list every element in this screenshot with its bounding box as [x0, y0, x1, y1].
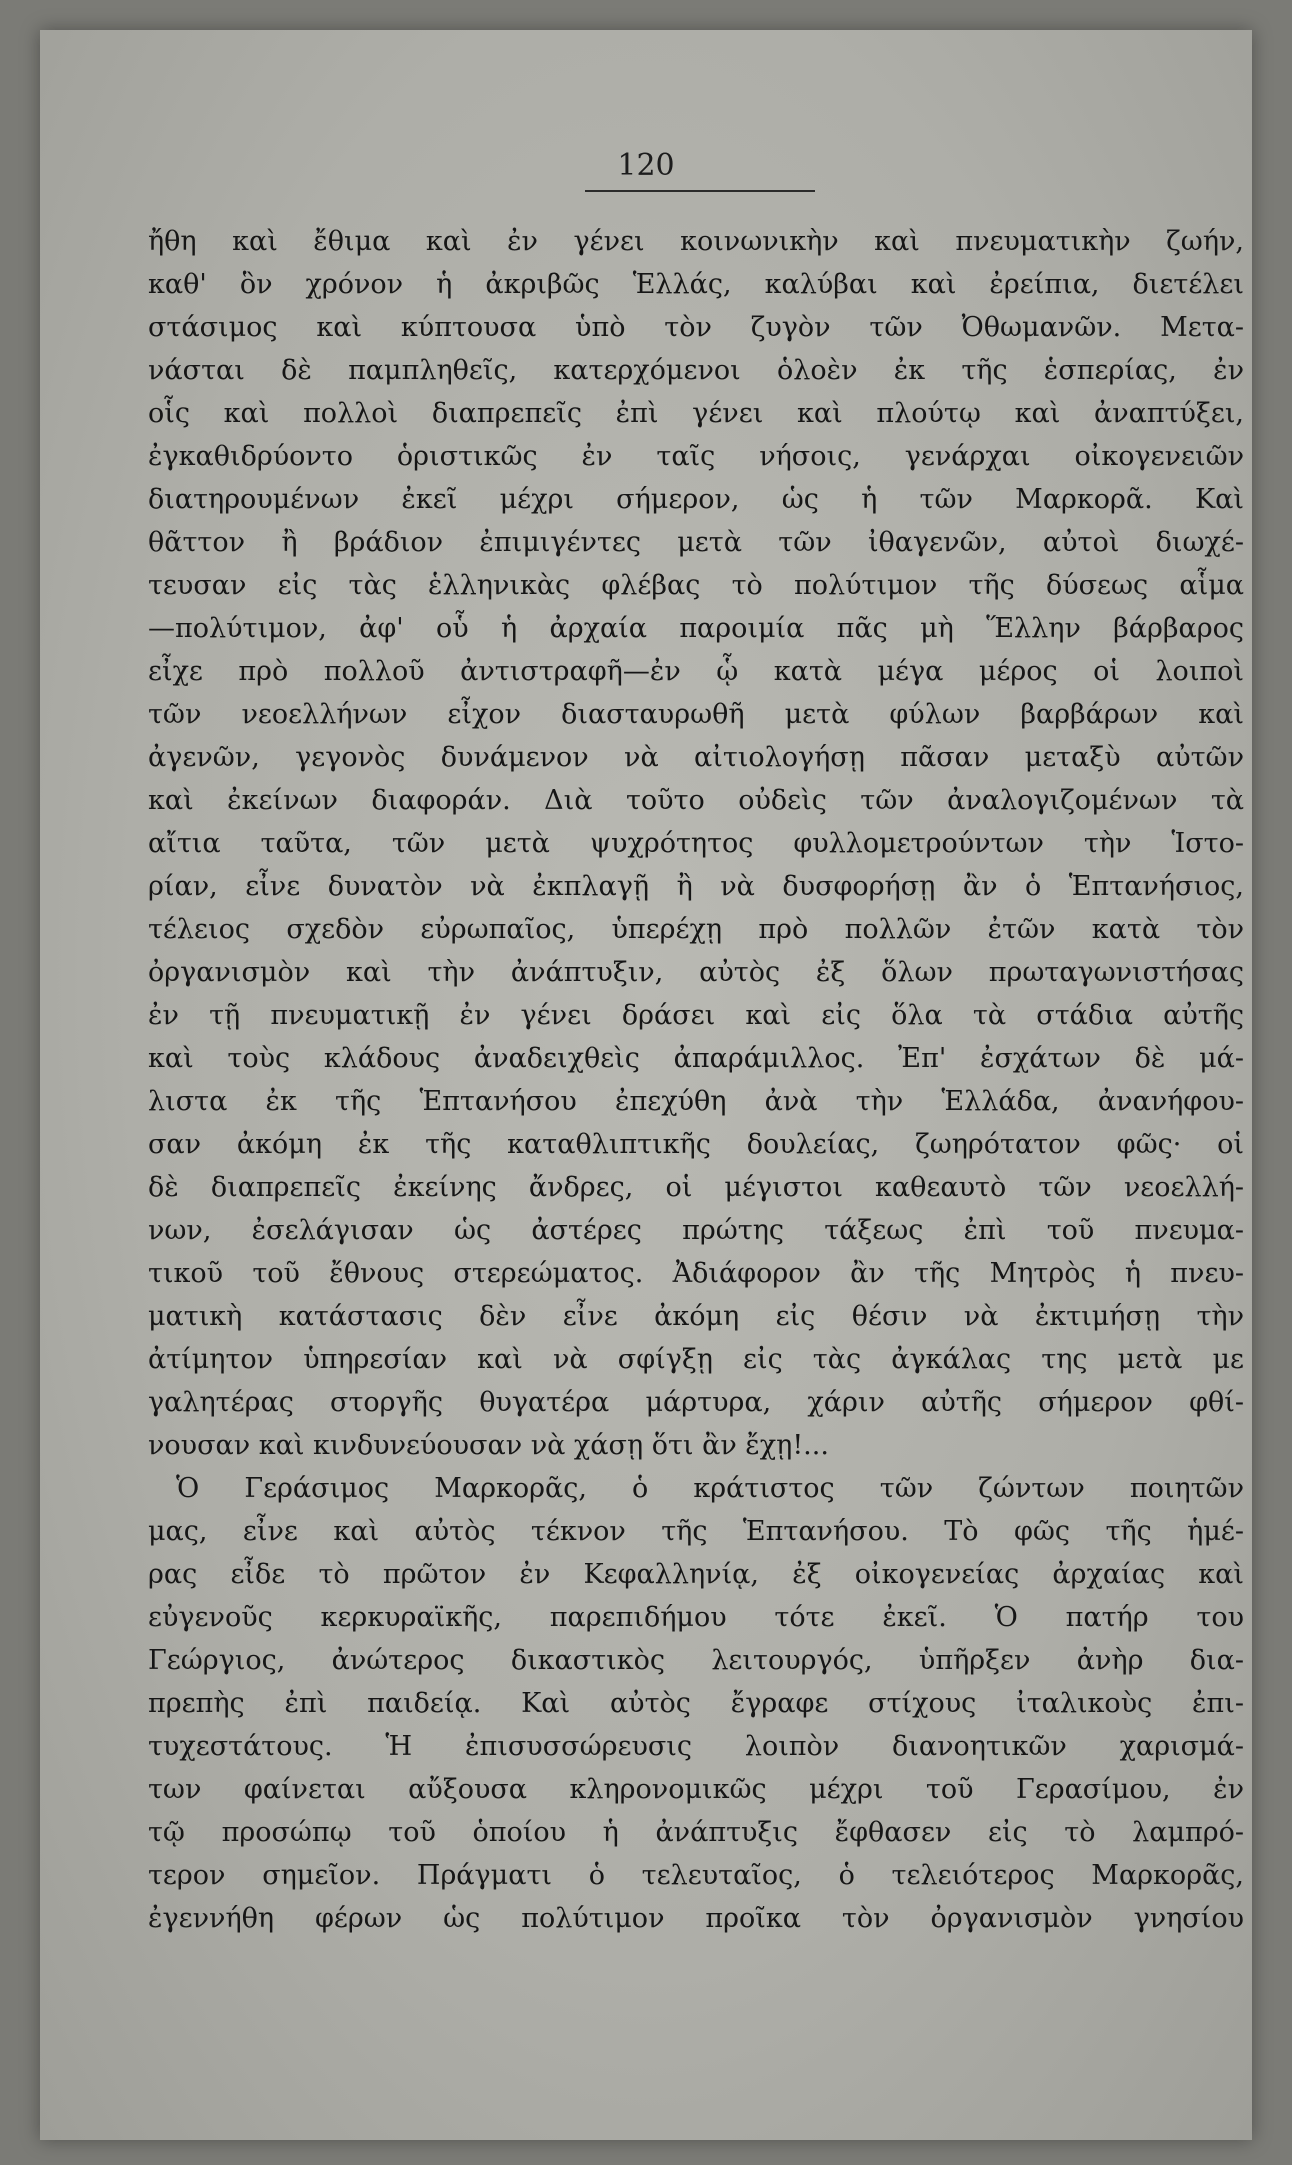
- text-line: δὲ διαπρεπεῖς ἐκείνης ἄνδρες, οἱ μέγιστοι καθεαυτὸ τῶν νεοελλή-: [148, 1172, 1244, 1203]
- text-line: ἐγκαθιδρύοντο ὁριστικῶς ἐν ταῖς νήσοις, γενάρχαι οἰκογενειῶν: [148, 441, 1244, 472]
- text-line: εἶχε πρὸ πολλοῦ ἀντιστραφῆ—ἐν ᾧ κατὰ μέγα μέρος οἱ λοιποὶ: [148, 656, 1244, 687]
- text-line: μας, εἶνε καὶ αὐτὸς τέκνον τῆς Ἑπτανήσου. Τὸ φῶς τῆς ἡμέ-: [148, 1516, 1244, 1547]
- text-line: καθ' ὃν χρόνον ἡ ἀκριβῶς Ἑλλάς, καλύβαι καὶ ἐρείπια, διετέλει: [148, 269, 1244, 300]
- text-line: λιστα ἐκ τῆς Ἑπτανήσου ἐπεχύθη ἀνὰ τὴν Ἑλλάδα, ἀνανήφου-: [148, 1086, 1244, 1117]
- text-line: ρας εἶδε τὸ πρῶτον ἐν Κεφαλληνίᾳ, ἐξ οἰκογενείας ἀρχαίας καὶ: [148, 1559, 1244, 1590]
- text-line: τικοῦ τοῦ ἔθνους στερεώματος. Ἀδιάφορον ἂν τῆς Μητρὸς ἡ πνευ-: [148, 1258, 1244, 1289]
- text-line: ἀγενῶν, γεγονὸς δυνάμενον νὰ αἰτιολογήσῃ πᾶσαν μεταξὺ αὐτῶν: [148, 742, 1244, 773]
- text-line: τῷ προσώπῳ τοῦ ὁποίου ἡ ἀνάπτυξις ἔφθασεν εἰς τὸ λαμπρό-: [148, 1817, 1244, 1848]
- text-line: ὀργανισμὸν καὶ τὴν ἀνάπτυξιν, αὐτὸς ἐξ ὅλων πρωταγωνιστήσας: [148, 957, 1244, 988]
- page-number-rule: [585, 190, 815, 192]
- page-number: 120: [617, 148, 675, 183]
- text-line: ἀτίμητον ὑπηρεσίαν καὶ νὰ σφίγξῃ εἰς τὰς ἀγκάλας της μετὰ με: [148, 1344, 1244, 1375]
- text-line: θᾶττον ἢ βράδιον ἐπιμιγέντες μετὰ τῶν ἰθαγενῶν, αὐτοὶ διωχέ-: [148, 527, 1244, 558]
- text-line: νάσται δὲ παμπληθεῖς, κατερχόμενοι ὁλοὲν ἐκ τῆς ἑσπερίας, ἐν: [148, 355, 1244, 386]
- text-line: σαν ἀκόμη ἐκ τῆς καταθλιπτικῆς δουλείας, ζωηρότατον φῶς· οἱ: [148, 1129, 1244, 1160]
- text-line: Ὁ Γεράσιμος Μαρκορᾶς, ὁ κράτιστος τῶν ζώντων ποιητῶν: [176, 1473, 1244, 1504]
- text-line: —πολύτιμον, ἀφ' οὗ ἡ ἀρχαία παροιμία πᾶς μὴ Ἕλλην βάρβαρος: [148, 613, 1244, 644]
- text-line: τευσαν εἰς τὰς ἑλληνικὰς φλέβας τὸ πολύτιμον τῆς δύσεως αἷμα: [148, 570, 1244, 601]
- text-line: καὶ τοὺς κλάδους ἀναδειχθεὶς ἀπαράμιλλος. Ἐπ' ἐσχάτων δὲ μά-: [148, 1043, 1244, 1074]
- text-line: τυχεστάτους. Ἡ ἐπισυσσώρευσις λοιπὸν διανοητικῶν χαρισμά-: [148, 1731, 1244, 1762]
- text-line: ἐν τῇ πνευματικῇ ἐν γένει δράσει καὶ εἰς ὅλα τὰ στάδια αὐτῆς: [148, 1000, 1244, 1031]
- text-line: Γεώργιος, ἀνώτερος δικαστικὸς λειτουργός, ὑπῆρξεν ἀνὴρ δια-: [148, 1645, 1244, 1676]
- text-line: νων, ἐσελάγισαν ὡς ἀστέρες πρώτης τάξεως ἐπὶ τοῦ πνευμα-: [148, 1215, 1244, 1246]
- text-line: νουσαν καὶ κινδυνεύουσαν νὰ χάσῃ ὅτι ἂν ἔχῃ!...: [148, 1430, 829, 1461]
- text-line: αἴτια ταῦτα, τῶν μετὰ ψυχρότητος φυλλομετρούντων τὴν Ἱστο-: [148, 828, 1244, 859]
- text-line: ρίαν, εἶνε δυνατὸν νὰ ἐκπλαγῇ ἢ νὰ δυσφορήσῃ ἂν ὁ Ἑπτανήσιος,: [148, 871, 1244, 902]
- book-page: [40, 30, 1252, 2140]
- text-line: εὐγενοῦς κερκυραϊκῆς, παρεπιδήμου τότε ἐκεῖ. Ὁ πατήρ του: [148, 1602, 1244, 1633]
- text-line: καὶ ἐκείνων διαφοράν. Διὰ τοῦτο οὐδεὶς τῶν ἀναλογιζομένων τὰ: [148, 785, 1244, 816]
- text-line: ἐγεννήθη φέρων ὡς πολύτιμον προῖκα τὸν ὀργανισμὸν γνησίου: [148, 1903, 1244, 1934]
- text-line: οἷς καὶ πολλοὶ διαπρεπεῖς ἐπὶ γένει καὶ πλούτῳ καὶ ἀναπτύξει,: [148, 398, 1244, 429]
- text-line: των φαίνεται αὔξουσα κληρονομικῶς μέχρι τοῦ Γερασίμου, ἐν: [148, 1774, 1244, 1805]
- body-text: [148, 220, 1244, 1940]
- text-line: γαλητέρας στοργῆς θυγατέρα μάρτυρα, χάριν αὐτῆς σήμερον φθί-: [148, 1387, 1244, 1418]
- text-line: ἤθη καὶ ἔθιμα καὶ ἐν γένει κοινωνικὴν καὶ πνευματικὴν ζωήν,: [148, 226, 1244, 257]
- text-line: ματικὴ κατάστασις δὲν εἶνε ἀκόμη εἰς θέσιν νὰ ἐκτιμήσῃ τὴν: [148, 1301, 1244, 1332]
- text-line: διατηρουμένων ἐκεῖ μέχρι σήμερον, ὡς ἡ τῶν Μαρκορᾶ. Καὶ: [148, 484, 1244, 515]
- text-line: τερον σημεῖον. Πράγματι ὁ τελευταῖος, ὁ τελειότερος Μαρκορᾶς,: [148, 1860, 1244, 1891]
- text-line: στάσιμος καὶ κύπτουσα ὑπὸ τὸν ζυγὸν τῶν Ὀθωμανῶν. Μετα-: [148, 312, 1244, 343]
- text-line: τῶν νεοελλήνων εἶχον διασταυρωθῆ μετὰ φύλων βαρβάρων καὶ: [148, 699, 1244, 730]
- text-line: πρεπὴς ἐπὶ παιδείᾳ. Καὶ αὐτὸς ἔγραφε στίχους ἰταλικοὺς ἐπι-: [148, 1688, 1244, 1719]
- text-line: τέλειος σχεδὸν εὐρωπαῖος, ὑπερέχῃ πρὸ πολλῶν ἐτῶν κατὰ τὸν: [148, 914, 1244, 945]
